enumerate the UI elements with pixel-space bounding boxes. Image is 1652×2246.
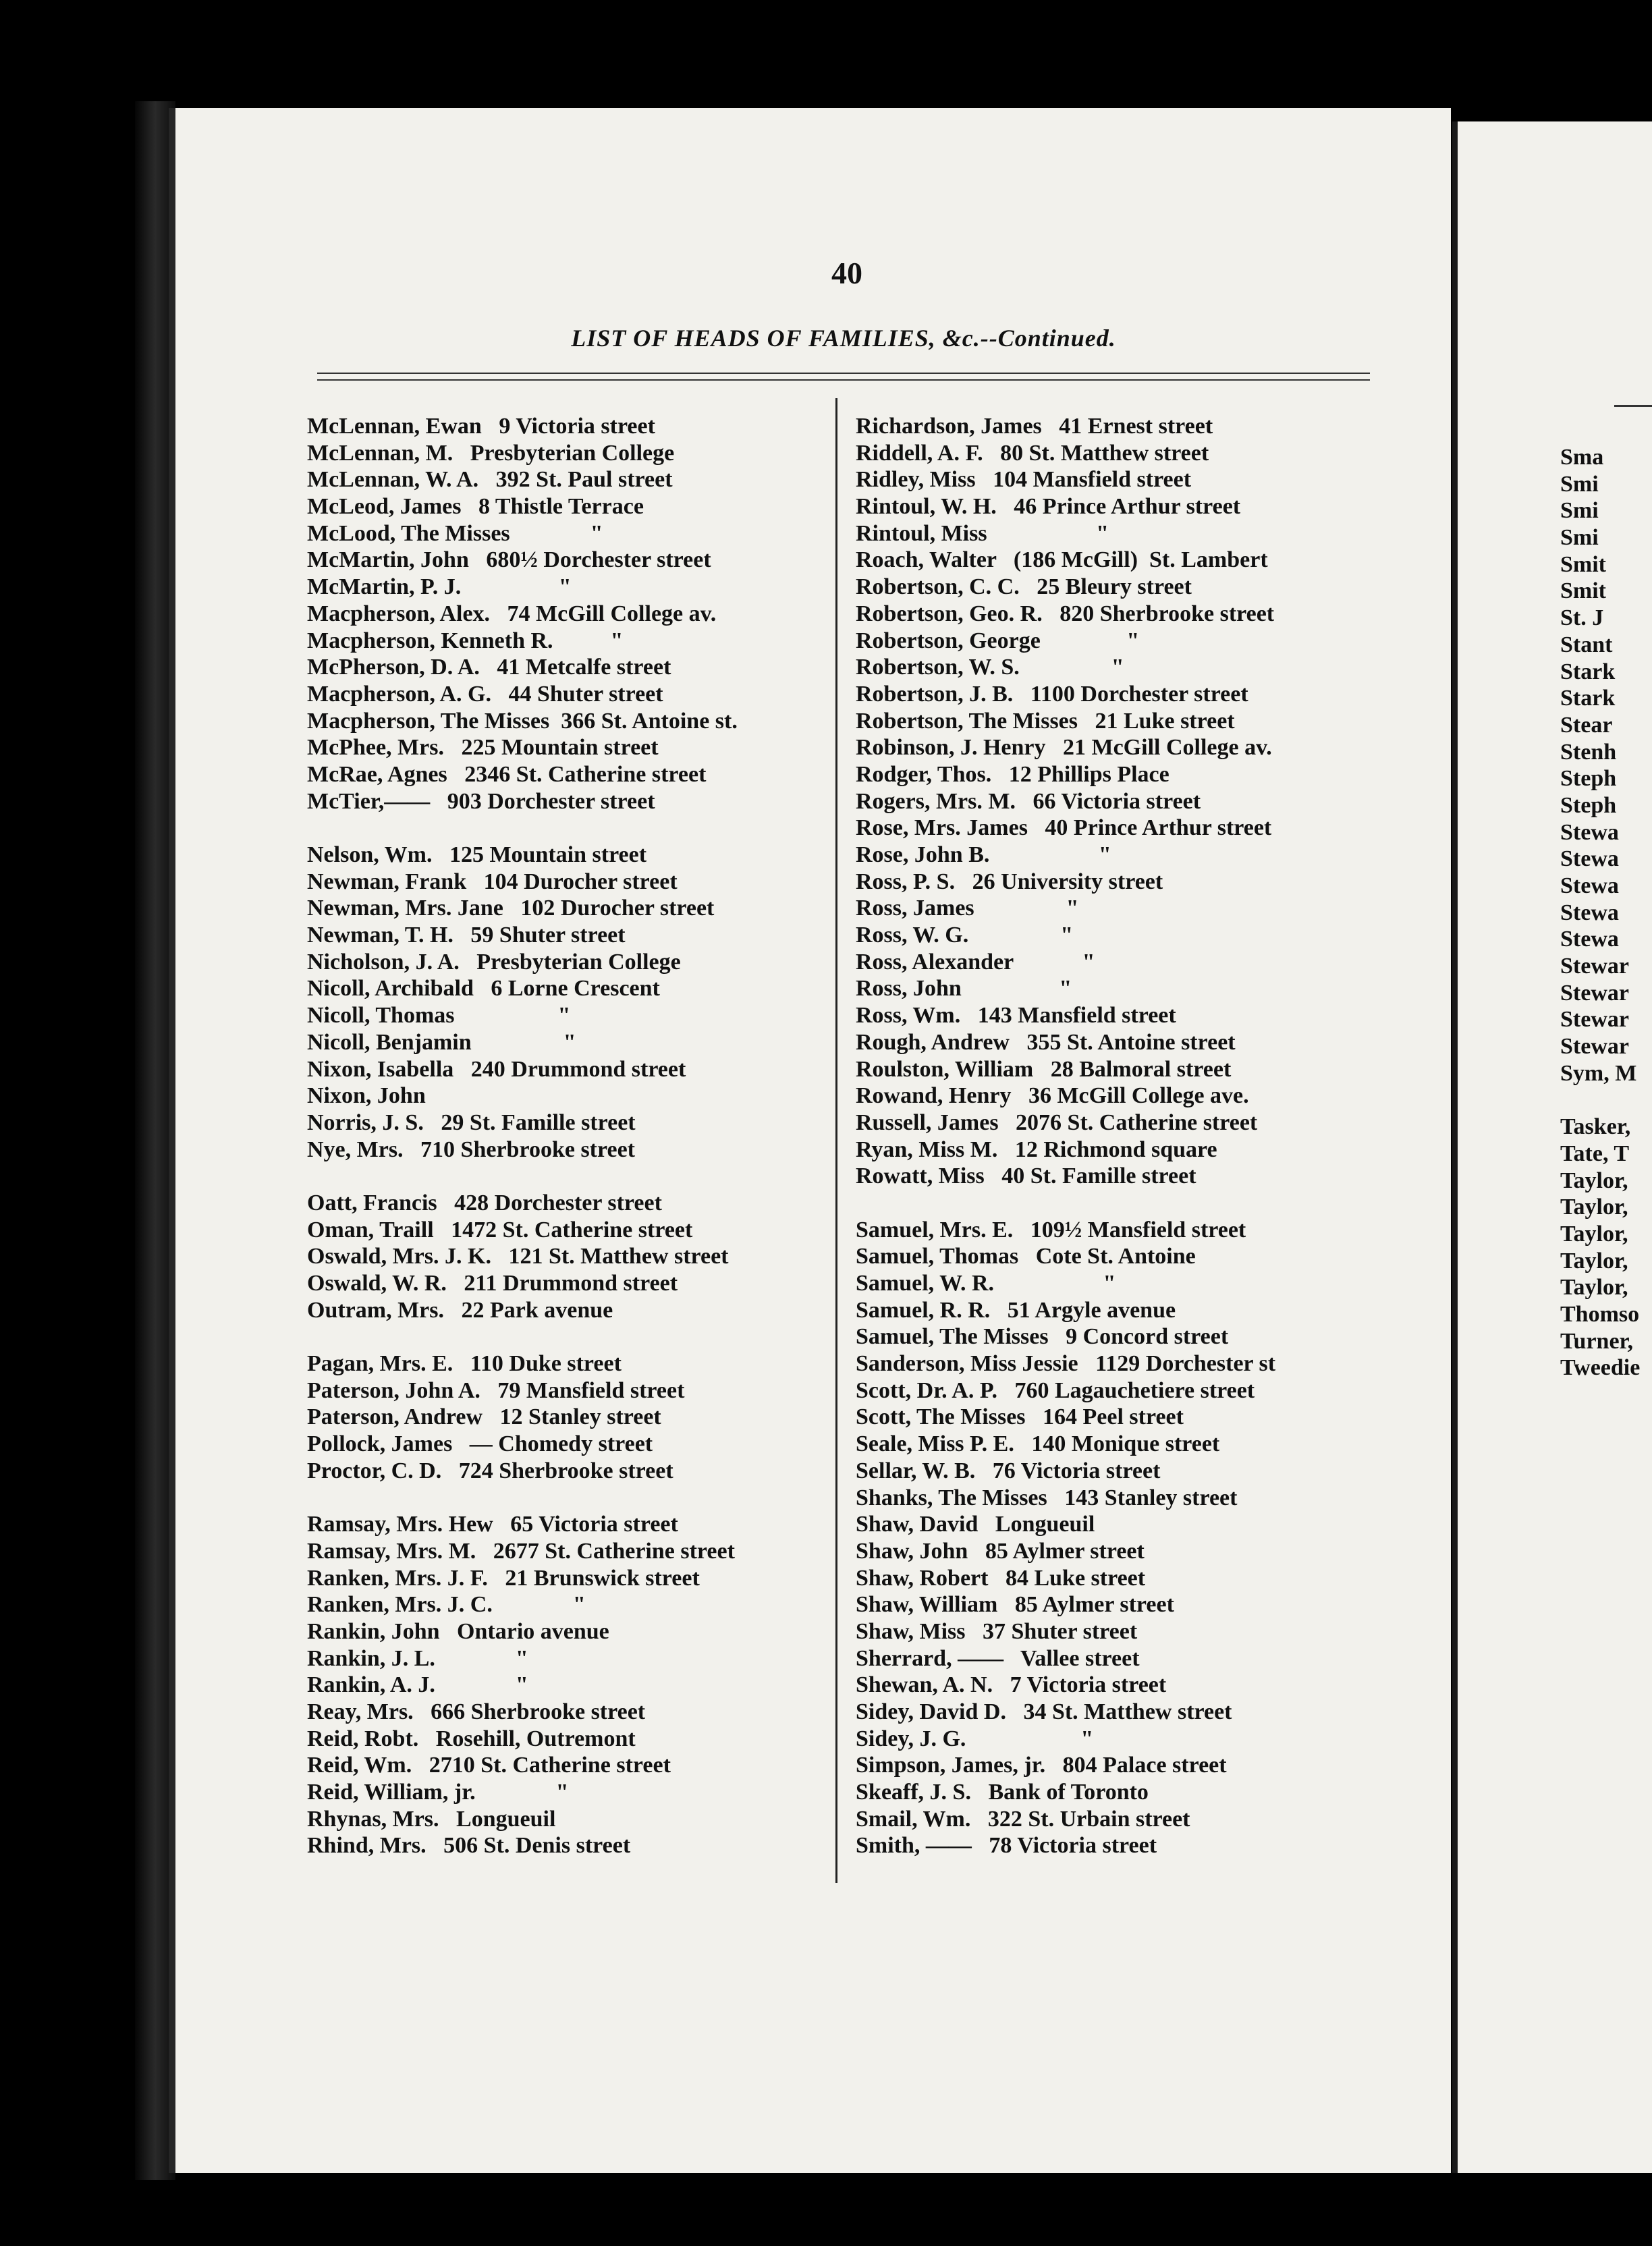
column-divider [835, 398, 837, 1883]
directory-entry: Riddell, A. F. 80 St. Matthew street [856, 440, 1209, 466]
directory-entry: Ryan, Miss M. 12 Richmond square [856, 1136, 1217, 1162]
facing-page-entry: Stark [1560, 659, 1616, 684]
directory-entry: McLeod, James 8 Thistle Terrace [307, 494, 644, 520]
header-rule-bottom [317, 379, 1370, 381]
directory-entry: Ross, John " [856, 976, 1072, 1002]
directory-entry: Rogers, Mrs. M. 66 Victoria street [856, 788, 1201, 814]
directory-entry: Nicoll, Benjamin " [307, 1029, 576, 1055]
directory-entry: Oswald, Mrs. J. K. 121 St. Matthew street [307, 1244, 729, 1269]
directory-entry: Shewan, A. N. 7 Victoria street [856, 1672, 1167, 1698]
facing-page-entry: Tweedie [1560, 1355, 1641, 1381]
facing-page-entry: Smi [1560, 525, 1599, 551]
directory-entry: Rankin, John Ontario avenue [307, 1618, 609, 1644]
section-gap [307, 1323, 738, 1350]
directory-entry: Roulston, William 28 Balmoral street [856, 1056, 1232, 1082]
directory-entry: Nelson, Wm. 125 Mountain street [307, 842, 647, 867]
directory-entry: Smith, —— 78 Victoria street [856, 1833, 1157, 1859]
directory-entry: McMartin, P. J. " [307, 574, 572, 600]
section-gap [307, 815, 738, 842]
directory-entry: Nixon, John [307, 1083, 426, 1109]
directory-entry: Newman, T. H. 59 Shuter street [307, 923, 626, 948]
directory-entry: McLennan, W. A. 392 St. Paul street [307, 467, 673, 493]
facing-page-entry: Stewa [1560, 846, 1619, 872]
directory-entry: Ross, Alexander " [856, 949, 1095, 975]
directory-entry: Ranken, Mrs. J. C. " [307, 1592, 586, 1618]
directory-entry: Reid, William, jr. " [307, 1780, 569, 1805]
facing-page-entry: Smit [1560, 551, 1606, 577]
directory-entry: Outram, Mrs. 22 Park avenue [307, 1297, 613, 1323]
directory-entry: Shanks, The Misses 143 Stanley street [856, 1485, 1238, 1510]
directory-entry: Oatt, Francis 428 Dorchester street [307, 1190, 662, 1215]
section-gap [307, 1163, 738, 1190]
directory-entry: Seale, Miss P. E. 140 Monique street [856, 1431, 1220, 1457]
section-gap [856, 1190, 1275, 1217]
directory-entry: Robertson, The Misses 21 Luke street [856, 708, 1235, 734]
facing-page-entry: Sma [1560, 445, 1604, 470]
directory-entry: Newman, Mrs. Jane 102 Durocher street [307, 896, 715, 921]
directory-entry: Reid, Wm. 2710 St. Catherine street [307, 1753, 671, 1778]
directory-entry: Ross, James " [856, 896, 1079, 921]
facing-page-entry: Stewa [1560, 927, 1619, 952]
directory-entry: Rowatt, Miss 40 St. Famille street [856, 1163, 1196, 1189]
facing-page-entry: Turner, [1560, 1328, 1634, 1354]
facing-page-entry: Smit [1560, 578, 1606, 604]
directory-entry: Sidey, J. G. " [856, 1726, 1094, 1751]
left-column-list [307, 413, 738, 1859]
directory-entry: Rose, Mrs. James 40 Prince Arthur street [856, 815, 1272, 841]
facing-page-entry: Stear [1560, 712, 1613, 738]
directory-entry: Rowand, Henry 36 McGill College ave. [856, 1083, 1249, 1109]
directory-entry: Robertson, W. S. " [856, 655, 1124, 680]
directory-entry: Nicoll, Archibald 6 Lorne Crescent [307, 976, 660, 1002]
page-number: 40 [831, 256, 862, 290]
directory-entry: Russell, James 2076 St. Catherine street [856, 1110, 1258, 1135]
directory-entry: Proctor, C. D. 724 Sherbrooke street [307, 1458, 673, 1483]
facing-page-entry: Taylor, [1560, 1248, 1628, 1273]
directory-entry: Reid, Robt. Rosehill, Outremont [307, 1726, 636, 1751]
directory-entry: Samuel, W. R. " [856, 1271, 1116, 1296]
directory-entry: McLennan, M. Presbyterian College [307, 440, 675, 466]
directory-entry: Scott, Dr. A. P. 760 Lagauchetiere street [856, 1377, 1255, 1403]
section-gap [307, 1485, 738, 1512]
facing-page-rule [1614, 405, 1652, 407]
directory-entry: Nicoll, Thomas " [307, 1003, 571, 1029]
directory-entry: Rankin, J. L. " [307, 1645, 528, 1671]
directory-entry: McRae, Agnes 2346 St. Catherine street [307, 761, 707, 787]
page-title: LIST OF HEADS OF FAMILIES, &c.--Continued. [571, 325, 1116, 352]
facing-page-entry: Stewar [1560, 980, 1629, 1006]
facing-page-entry: Smi [1560, 471, 1599, 497]
facing-page-entry: Stewa [1560, 900, 1619, 925]
directory-entry: Smail, Wm. 322 St. Urbain street [856, 1806, 1190, 1832]
directory-entry: Ramsay, Mrs. M. 2677 St. Catherine street [307, 1538, 735, 1564]
directory-entry: Robertson, Geo. R. 820 Sherbrooke street [856, 601, 1275, 626]
facing-page-entry: Stewar [1560, 954, 1629, 979]
directory-entry: Nixon, Isabella 240 Drummond street [307, 1056, 686, 1082]
facing-page-entry: Tate, T [1560, 1141, 1630, 1166]
directory-entry: Paterson, Andrew 12 Stanley street [307, 1404, 661, 1430]
facing-page-entry: Steph [1560, 766, 1617, 792]
facing-page-entry: Taylor, [1560, 1168, 1628, 1193]
directory-entry: Oswald, W. R. 211 Drummond street [307, 1271, 678, 1296]
directory-entry: Shaw, John 85 Aylmer street [856, 1538, 1145, 1564]
directory-entry: Shaw, William 85 Aylmer street [856, 1592, 1174, 1618]
directory-entry: Macpherson, The Misses 366 St. Antoine st. [307, 708, 738, 734]
directory-entry: Sanderson, Miss Jessie 1129 Dorchester st [856, 1351, 1276, 1377]
directory-entry: Rodger, Thos. 12 Phillips Place [856, 761, 1169, 787]
directory-entry: Macpherson, Kenneth R. " [307, 628, 624, 653]
directory-entry: McPhee, Mrs. 225 Mountain street [307, 735, 659, 761]
directory-entry: Ramsay, Mrs. Hew 65 Victoria street [307, 1512, 678, 1537]
directory-entry: McLennan, Ewan 9 Victoria street [307, 414, 655, 439]
directory-entry: Samuel, R. R. 51 Argyle avenue [856, 1297, 1176, 1323]
directory-entry: Robertson, George " [856, 628, 1140, 653]
facing-page-entry: Tasker, [1560, 1114, 1631, 1140]
directory-entry: McLood, The Misses " [307, 520, 603, 546]
directory-entry: Robertson, J. B. 1100 Dorchester street [856, 681, 1248, 707]
facing-page-entry: Stewar [1560, 1034, 1629, 1060]
directory-entry: Ranken, Mrs. J. F. 21 Brunswick street [307, 1565, 700, 1591]
facing-page-entry: St. J [1560, 605, 1604, 631]
directory-entry: Shaw, Miss 37 Shuter street [856, 1618, 1138, 1644]
directory-entry: Ross, Wm. 143 Mansfield street [856, 1003, 1176, 1029]
facing-page-entry: Taylor, [1560, 1275, 1628, 1300]
directory-entry: Reay, Mrs. 666 Sherbrooke street [307, 1699, 646, 1724]
right-column-list [856, 413, 1275, 1859]
facing-page-entry: Taylor, [1560, 1221, 1628, 1247]
directory-entry: Ross, W. G. " [856, 923, 1074, 948]
directory-entry: Oman, Traill 1472 St. Catherine street [307, 1217, 693, 1242]
directory-entry: Ridley, Miss 104 Mansfield street [856, 467, 1192, 493]
directory-entry: Pollock, James — Chomedy street [307, 1431, 653, 1457]
directory-entry: Sherrard, —— Vallee street [856, 1645, 1140, 1671]
directory-entry: Sidey, David D. 34 St. Matthew street [856, 1699, 1232, 1724]
directory-entry: Norris, J. S. 29 St. Famille street [307, 1110, 636, 1135]
directory-entry: Skeaff, J. S. Bank of Toronto [856, 1780, 1149, 1805]
facing-page-entry: Stark [1560, 686, 1616, 711]
directory-entry: Rintoul, W. H. 46 Prince Arthur street [856, 494, 1241, 520]
directory-entry: Samuel, The Misses 9 Concord street [856, 1324, 1229, 1350]
directory-entry: Shaw, Robert 84 Luke street [856, 1565, 1146, 1591]
directory-entry: Nye, Mrs. 710 Sherbrooke street [307, 1136, 635, 1162]
directory-entry: Paterson, John A. 79 Mansfield street [307, 1377, 685, 1403]
directory-entry: McTier,—— 903 Dorchester street [307, 788, 655, 814]
directory-entry: Rose, John B. " [856, 842, 1111, 867]
facing-page-entry: Stant [1560, 632, 1613, 657]
facing-page-column-list [1560, 444, 1640, 1381]
directory-entry: Ross, P. S. 26 University street [856, 869, 1163, 894]
facing-page-entry: Stewa [1560, 873, 1619, 898]
directory-entry: Samuel, Thomas Cote St. Antoine [856, 1244, 1196, 1269]
facing-page-entry: Thomso [1560, 1302, 1640, 1327]
directory-entry: McMartin, John 680½ Dorchester street [307, 547, 711, 573]
directory-entry: Rough, Andrew 355 St. Antoine street [856, 1029, 1236, 1055]
facing-page-entry: Steph [1560, 792, 1617, 818]
directory-entry: McPherson, D. A. 41 Metcalfe street [307, 655, 671, 680]
directory-entry: Macpherson, Alex. 74 McGill College av. [307, 601, 717, 626]
directory-entry: Robertson, C. C. 25 Bleury street [856, 574, 1192, 600]
directory-entry: Richardson, James 41 Ernest street [856, 414, 1213, 439]
directory-entry: Scott, The Misses 164 Peel street [856, 1404, 1184, 1430]
facing-page-entry: Smi [1560, 498, 1599, 524]
directory-entry: Shaw, David Longueuil [856, 1512, 1095, 1537]
header-rule-top [317, 373, 1370, 374]
directory-entry: Rhind, Mrs. 506 St. Denis street [307, 1833, 631, 1859]
facing-page-entry: Sym, M [1560, 1060, 1637, 1086]
directory-entry: Robinson, J. Henry 21 McGill College av. [856, 735, 1272, 761]
directory-entry: Samuel, Mrs. E. 109½ Mansfield street [856, 1217, 1246, 1242]
directory-entry: Roach, Walter (186 McGill) St. Lambert [856, 547, 1268, 573]
directory-entry: Sellar, W. B. 76 Victoria street [856, 1458, 1161, 1483]
directory-entry: Rhynas, Mrs. Longueuil [307, 1806, 556, 1832]
facing-page-entry: Stewar [1560, 1007, 1629, 1033]
directory-entry: Rankin, A. J. " [307, 1672, 528, 1698]
facing-page-entry: Taylor, [1560, 1195, 1628, 1220]
directory-entry: Nicholson, J. A. Presbyterian College [307, 949, 681, 975]
directory-entry: Simpson, James, jr. 804 Palace street [856, 1753, 1227, 1778]
facing-page-entry: Stewa [1560, 819, 1619, 845]
facing-page-entry: Stenh [1560, 739, 1617, 765]
directory-entry: Macpherson, A. G. 44 Shuter street [307, 681, 663, 707]
directory-entry: Pagan, Mrs. E. 110 Duke street [307, 1351, 622, 1377]
directory-entry: Rintoul, Miss " [856, 520, 1109, 546]
section-gap [1560, 1087, 1640, 1114]
directory-entry: Newman, Frank 104 Durocher street [307, 869, 678, 894]
